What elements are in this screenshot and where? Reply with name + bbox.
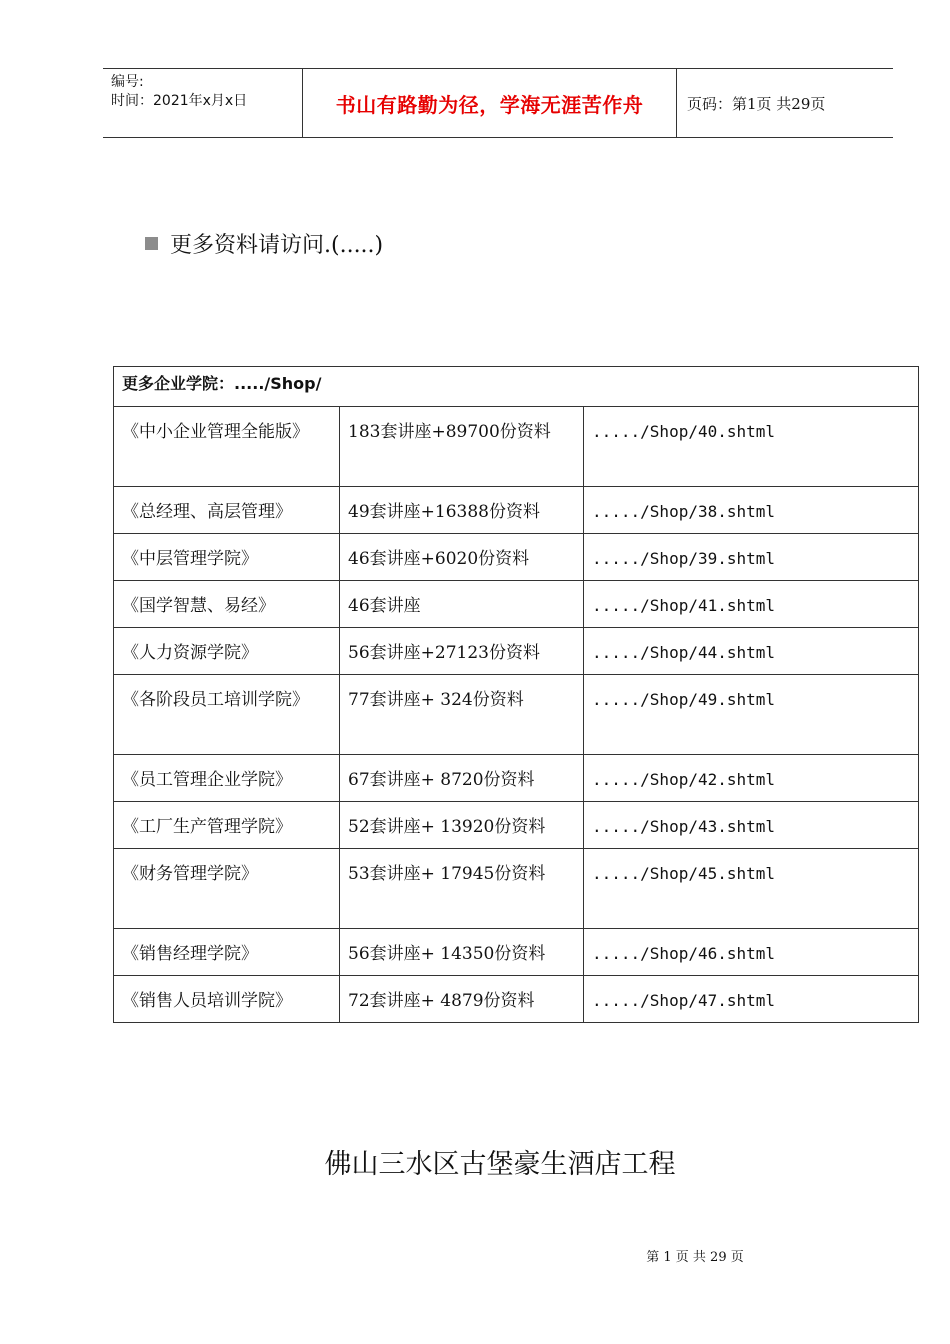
table-cell-desc: 67套讲座+ 8720份资料	[340, 755, 584, 802]
table-cell-url[interactable]: ...../Shop/40.shtml	[584, 407, 919, 487]
table-cell-url[interactable]: ...../Shop/46.shtml	[584, 929, 919, 976]
table-cell-name: 《工厂生产管理学院》	[114, 802, 340, 849]
table-cell-desc: 53套讲座+ 17945份资料	[340, 849, 584, 929]
table-cell-desc: 52套讲座+ 13920份资料	[340, 802, 584, 849]
more-info-note	[145, 228, 383, 259]
table-row	[114, 407, 919, 487]
table-row	[114, 929, 919, 976]
table-cell-url[interactable]: ...../Shop/45.shtml	[584, 849, 919, 929]
table-cell-name: 《总经理、高层管理》	[114, 487, 340, 534]
table-cell-name: 《中小企业管理全能版》	[114, 407, 340, 487]
table-cell-url[interactable]: ...../Shop/41.shtml	[584, 581, 919, 628]
table-row	[114, 534, 919, 581]
table-cell-url[interactable]: ...../Shop/44.shtml	[584, 628, 919, 675]
table-cell-url[interactable]: ...../Shop/42.shtml	[584, 755, 919, 802]
table-cell-name: 《员工管理企业学院》	[114, 755, 340, 802]
table-row	[114, 675, 919, 755]
table-head-row	[114, 367, 919, 407]
table-cell-desc: 56套讲座+27123份资料	[340, 628, 584, 675]
more-info-text: 更多资料请访问.(.....)	[170, 233, 384, 258]
page-footer: 第 1 页 共 29 页	[646, 1250, 744, 1265]
table-row	[114, 581, 919, 628]
table-cell-name: 《财务管理学院》	[114, 849, 340, 929]
table-row	[114, 802, 919, 849]
table-cell-desc: 46套讲座	[340, 581, 584, 628]
table-row	[114, 976, 919, 1023]
table-cell-name: 《国学智慧、易经》	[114, 581, 340, 628]
time-label: 时间：2021年x月x日	[111, 93, 248, 109]
table-cell-url[interactable]: ...../Shop/39.shtml	[584, 534, 919, 581]
table-cell-name: 《中层管理学院》	[114, 534, 340, 581]
course-links-table	[113, 366, 919, 1023]
table-cell-desc: 49套讲座+16388份资料	[340, 487, 584, 534]
table-cell-desc: 183套讲座+89700份资料	[340, 407, 584, 487]
square-bullet-icon	[145, 237, 158, 250]
table-row	[114, 849, 919, 929]
table-row	[114, 487, 919, 534]
table-cell-url[interactable]: ...../Shop/47.shtml	[584, 976, 919, 1023]
code-label: 编号:	[111, 74, 144, 90]
table-cell-name: 《销售经理学院》	[114, 929, 340, 976]
table-cell-name: 《人力资源学院》	[114, 628, 340, 675]
table-row	[114, 628, 919, 675]
header-page-code: 页码：第1页 共29页	[687, 94, 826, 113]
table-cell-desc: 72套讲座+ 4879份资料	[340, 976, 584, 1023]
table-cell-url[interactable]: ...../Shop/49.shtml	[584, 675, 919, 755]
table-cell-desc: 56套讲座+ 14350份资料	[340, 929, 584, 976]
table-cell-url[interactable]: ...../Shop/38.shtml	[584, 487, 919, 534]
table-cell-name: 《各阶段员工培训学院》	[114, 675, 340, 755]
header-slogan: 书山有路勤为径，学海无涯苦作舟	[303, 69, 677, 137]
table-cell-desc: 77套讲座+ 324份资料	[340, 675, 584, 755]
document-title: 佛山三水区古堡豪生酒店工程	[324, 1149, 676, 1180]
table-cell-name: 《销售人员培训学院》	[114, 976, 340, 1023]
header-meta	[103, 69, 303, 137]
page-header	[103, 68, 893, 138]
table-row	[114, 755, 919, 802]
table-cell-desc: 46套讲座+6020份资料	[340, 534, 584, 581]
table-cell-url[interactable]: ...../Shop/43.shtml	[584, 802, 919, 849]
table-head-cell: 更多企业学院：...../Shop/	[114, 367, 919, 407]
